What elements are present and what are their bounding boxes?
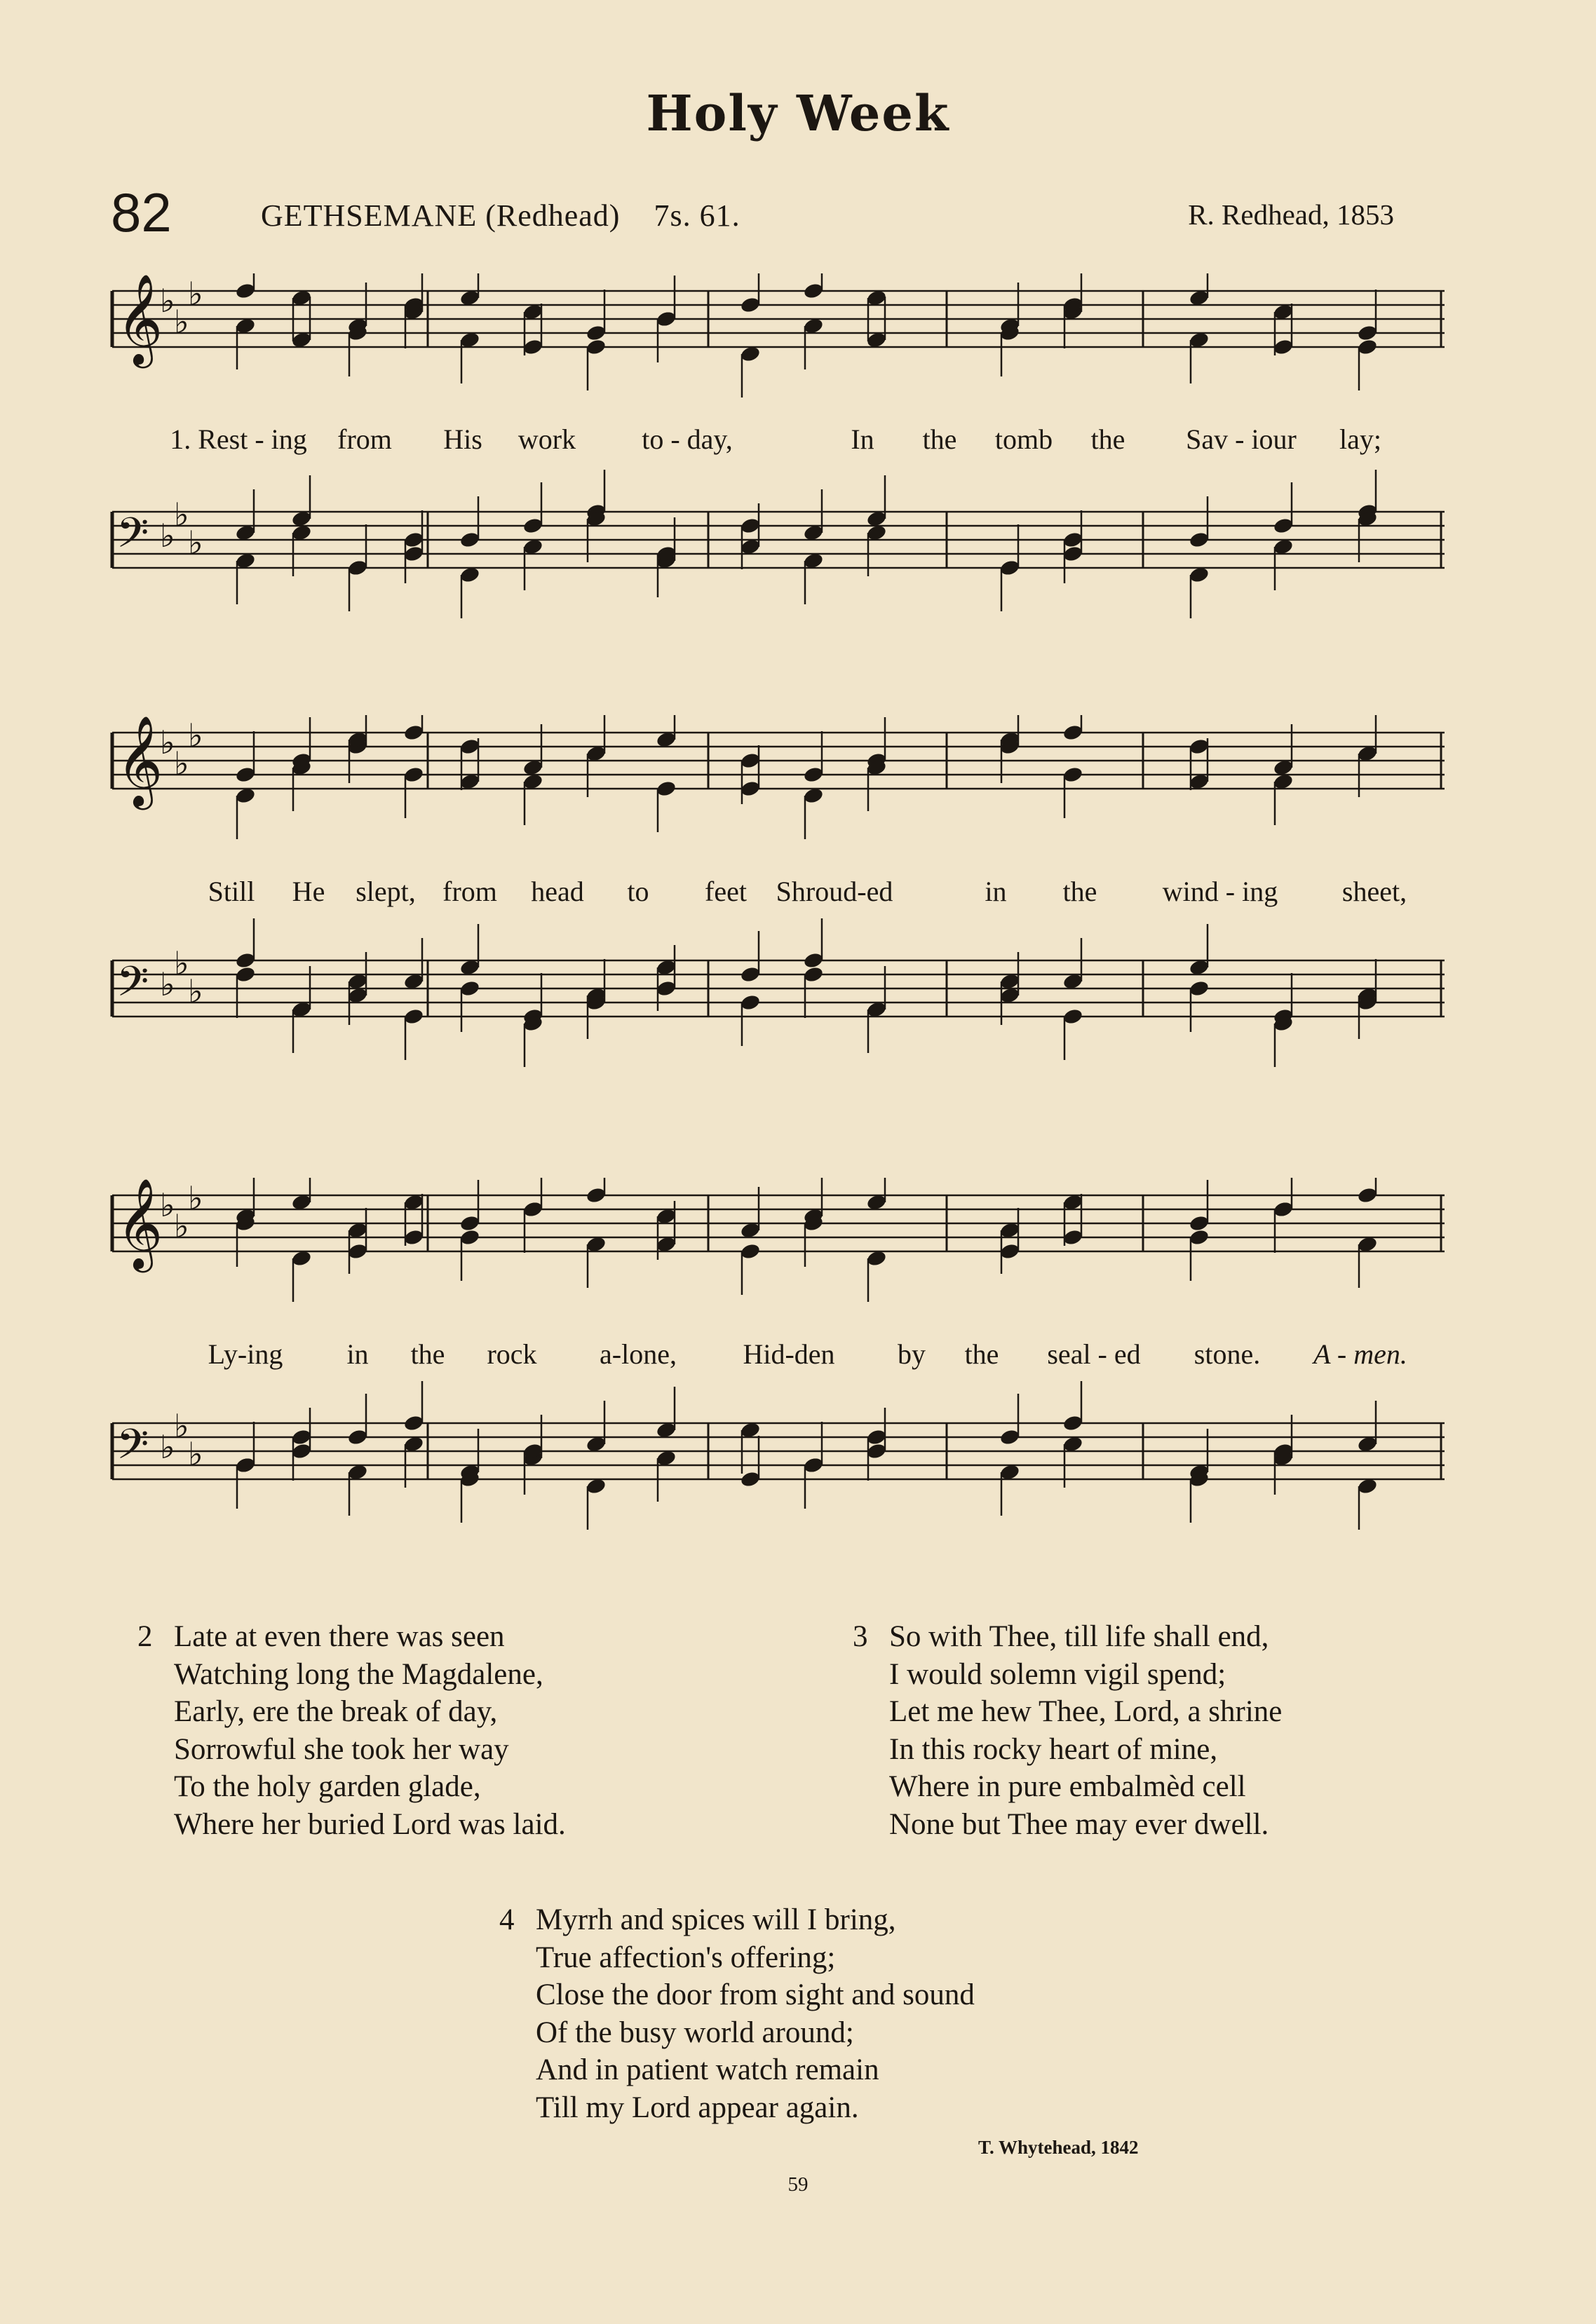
treble-staff bbox=[105, 273, 1452, 414]
flat-icon: ♭ bbox=[160, 517, 175, 555]
note-head bbox=[1062, 1228, 1084, 1246]
flat-icon: ♭ bbox=[174, 1207, 189, 1245]
flat-icon: ♭ bbox=[188, 275, 203, 313]
note-head bbox=[291, 1428, 313, 1446]
page-number: 59 bbox=[787, 2173, 809, 2196]
lyric-syllable: Sav - iour bbox=[1186, 423, 1297, 455]
note-head bbox=[403, 766, 425, 784]
note-head bbox=[347, 1242, 369, 1260]
lyric-syllable: the bbox=[922, 423, 957, 455]
section-title: Holy Week bbox=[646, 84, 950, 142]
note-head bbox=[522, 338, 544, 356]
verse-3 bbox=[853, 1618, 1282, 1844]
treble-clef-icon: 𝄞 bbox=[116, 1178, 163, 1269]
note-head bbox=[656, 310, 677, 328]
music-system-2 bbox=[105, 715, 1452, 1016]
note-head bbox=[586, 338, 607, 356]
note-head bbox=[740, 780, 762, 798]
flat-icon: ♭ bbox=[188, 1435, 203, 1473]
note-head bbox=[403, 545, 425, 563]
flat-icon: ♭ bbox=[174, 303, 189, 341]
lyric-syllable: Shroud-ed bbox=[776, 876, 893, 907]
tune-name: GETHSEMANE (Redhead) bbox=[261, 198, 621, 233]
lyric-syllable: the bbox=[964, 1338, 999, 1370]
bass-clef-icon: 𝄢 bbox=[116, 508, 149, 567]
lyric-syllable: by bbox=[898, 1338, 926, 1370]
flat-icon: ♭ bbox=[174, 1407, 189, 1445]
lyric-syllable: In bbox=[851, 423, 874, 455]
lyric-syllable: lay; bbox=[1339, 423, 1381, 455]
lyric-line-2 bbox=[105, 875, 1452, 917]
note-head bbox=[740, 517, 762, 535]
note-head bbox=[866, 1428, 888, 1446]
verse-line: Early, ere the break of day, bbox=[174, 1695, 498, 1729]
note-head bbox=[803, 965, 825, 984]
lyric-syllable: wind - ing bbox=[1162, 876, 1278, 907]
lyric-syllable: feet bbox=[705, 876, 747, 907]
note-head bbox=[459, 1214, 481, 1232]
flat-icon: ♭ bbox=[160, 282, 175, 320]
verse-line: Till my Lord appear again. bbox=[536, 2091, 859, 2124]
note-head bbox=[740, 965, 762, 984]
note-head bbox=[656, 979, 677, 998]
note-head bbox=[1273, 338, 1294, 356]
note-head bbox=[1062, 1007, 1084, 1026]
verse-line: Where in pure embalmèd cell bbox=[889, 1770, 1246, 1804]
flat-icon: ♭ bbox=[188, 1179, 203, 1217]
note-head bbox=[803, 282, 825, 300]
note-head bbox=[403, 531, 425, 549]
note-head bbox=[656, 780, 677, 798]
flat-icon: ♭ bbox=[160, 1186, 175, 1224]
note-head bbox=[1357, 338, 1379, 356]
lyric-syllable: work bbox=[518, 423, 576, 455]
note-head bbox=[740, 1470, 762, 1488]
note-head bbox=[235, 766, 257, 784]
note-head bbox=[803, 1456, 825, 1474]
verse-line: Late at even there was seen bbox=[174, 1620, 505, 1653]
lyric-syllable: tomb bbox=[994, 423, 1053, 455]
note-head bbox=[1189, 1228, 1210, 1246]
note-head bbox=[459, 531, 481, 549]
flat-icon: ♭ bbox=[188, 972, 203, 1010]
lyric-syllable: to - day, bbox=[642, 423, 733, 455]
flat-icon: ♭ bbox=[160, 965, 175, 1003]
lyric-syllable: Ly-ing bbox=[208, 1338, 283, 1370]
lyric-syllable: a-lone, bbox=[600, 1338, 677, 1370]
verse-line: Watching long the Magdalene, bbox=[174, 1657, 543, 1691]
note-head bbox=[803, 766, 825, 784]
lyric-syllable: the bbox=[1062, 876, 1097, 907]
note-head bbox=[740, 296, 762, 314]
meter: 7s. 61. bbox=[654, 198, 740, 233]
verse-line: Close the door from sight and sound bbox=[536, 1978, 975, 2012]
note-head bbox=[1273, 1200, 1294, 1218]
flat-icon: ♭ bbox=[188, 524, 203, 562]
verse-line: To the holy garden glade, bbox=[174, 1770, 481, 1804]
note-head bbox=[347, 559, 369, 577]
note-head bbox=[586, 324, 607, 342]
lyric-syllable: the bbox=[1090, 423, 1125, 455]
lyric-syllable: Still bbox=[208, 876, 255, 907]
flat-icon: ♭ bbox=[174, 745, 189, 782]
note-head bbox=[347, 1428, 369, 1446]
lyric-syllable: His bbox=[443, 423, 482, 455]
note-head bbox=[459, 1228, 481, 1246]
note-head bbox=[999, 1428, 1021, 1446]
note-head bbox=[1357, 1186, 1379, 1204]
lyric-syllable: rock bbox=[487, 1338, 537, 1370]
verse-line: Sorrowful she took her way bbox=[174, 1732, 509, 1766]
lyric-syllable: from bbox=[442, 876, 497, 907]
note-head bbox=[1189, 979, 1210, 998]
verse-line: Myrrh and spices will I bring, bbox=[536, 1903, 896, 1936]
verse-line: True affection's offering; bbox=[536, 1941, 836, 1974]
lyric-line-1 bbox=[105, 423, 1452, 465]
lyric-syllable: Hid-den bbox=[743, 1338, 835, 1370]
lyric-syllable: 1. Rest - ing bbox=[170, 423, 307, 455]
note-head bbox=[1357, 324, 1379, 342]
flat-icon: ♭ bbox=[188, 716, 203, 754]
hymn-number: 82 bbox=[111, 182, 172, 243]
note-head bbox=[999, 1242, 1021, 1260]
bass-staff bbox=[105, 1381, 1452, 1535]
treble-clef-icon: 𝄞 bbox=[116, 273, 163, 365]
note-head bbox=[522, 1200, 544, 1218]
lyric-syllable: in bbox=[346, 1338, 369, 1370]
verse-line: Where her buried Lord was laid. bbox=[174, 1807, 566, 1841]
lyric-syllable: in bbox=[985, 876, 1007, 907]
treble-staff bbox=[105, 715, 1452, 855]
verse-4 bbox=[499, 1901, 975, 2127]
verse-number: 4 bbox=[499, 1903, 515, 1936]
lyric-syllable: to bbox=[627, 876, 649, 907]
note-head bbox=[1189, 738, 1210, 756]
lyric-syllable-amen: A - men. bbox=[1313, 1338, 1407, 1370]
verse-line: Of the busy world around; bbox=[536, 2016, 854, 2049]
bass-staff bbox=[105, 470, 1452, 624]
note-head bbox=[235, 282, 257, 300]
treble-staff bbox=[105, 1178, 1452, 1318]
lyric-syllable: slept, bbox=[356, 876, 416, 907]
flat-icon: ♭ bbox=[160, 723, 175, 761]
note-head bbox=[459, 979, 481, 998]
note-head bbox=[522, 517, 544, 535]
flat-icon: ♭ bbox=[174, 944, 189, 982]
bass-clef-icon: 𝄢 bbox=[116, 957, 149, 1016]
verse-line: And in patient watch remain bbox=[536, 2053, 879, 2087]
note-head bbox=[1062, 1414, 1084, 1432]
verse-line: Let me hew Thee, Lord, a shrine bbox=[889, 1695, 1283, 1729]
music-system-3 bbox=[105, 1178, 1452, 1479]
lyric-syllable: seal - ed bbox=[1047, 1338, 1141, 1370]
note-head bbox=[740, 993, 762, 1012]
note-head bbox=[803, 951, 825, 970]
flat-icon: ♭ bbox=[174, 496, 189, 534]
verse-number: 2 bbox=[137, 1620, 153, 1653]
verse-2 bbox=[137, 1618, 566, 1844]
text-author: T. Whytehead, 1842 bbox=[978, 2137, 1139, 2158]
note-head bbox=[1062, 723, 1084, 742]
composer: R. Redhead, 1853 bbox=[1188, 198, 1394, 231]
note-head bbox=[1062, 545, 1084, 563]
note-head bbox=[235, 951, 257, 970]
note-head bbox=[403, 1228, 425, 1246]
note-head bbox=[586, 1186, 607, 1204]
note-head bbox=[866, 1442, 888, 1460]
note-head bbox=[740, 1242, 762, 1260]
note-head bbox=[740, 752, 762, 770]
lyric-syllable: stone. bbox=[1193, 1338, 1261, 1370]
note-head bbox=[1062, 766, 1084, 784]
note-head bbox=[235, 965, 257, 984]
tune-info bbox=[261, 198, 740, 233]
note-head bbox=[1189, 531, 1210, 549]
lyric-line-3 bbox=[105, 1338, 1452, 1380]
note-head bbox=[235, 1456, 257, 1474]
note-head bbox=[1273, 517, 1294, 535]
note-head bbox=[459, 738, 481, 756]
verse-line: In this rocky heart of mine, bbox=[889, 1732, 1218, 1766]
verse-line: So with Thee, till life shall end, bbox=[889, 1620, 1269, 1653]
verse-line: I would solemn vigil spend; bbox=[889, 1657, 1226, 1691]
note-head bbox=[999, 559, 1021, 577]
music-system-1 bbox=[105, 273, 1452, 567]
note-head bbox=[1062, 531, 1084, 549]
lyric-syllable: head bbox=[531, 876, 584, 907]
lyric-syllable: sheet, bbox=[1341, 876, 1407, 907]
note-head bbox=[403, 1414, 425, 1432]
bass-staff bbox=[105, 918, 1452, 1073]
flat-icon: ♭ bbox=[160, 1428, 175, 1466]
lyric-syllable: from bbox=[337, 423, 392, 455]
verse-line: None but Thee may ever dwell. bbox=[889, 1807, 1269, 1841]
bass-clef-icon: 𝄢 bbox=[116, 1420, 149, 1479]
note-head bbox=[291, 1442, 313, 1460]
lyric-syllable: the bbox=[410, 1338, 445, 1370]
lyric-syllable: He bbox=[292, 876, 325, 907]
note-head bbox=[1189, 1214, 1210, 1232]
treble-clef-icon: 𝄞 bbox=[116, 715, 163, 806]
note-head bbox=[403, 723, 425, 742]
note-head bbox=[403, 1007, 425, 1026]
verse-number: 3 bbox=[853, 1620, 868, 1653]
